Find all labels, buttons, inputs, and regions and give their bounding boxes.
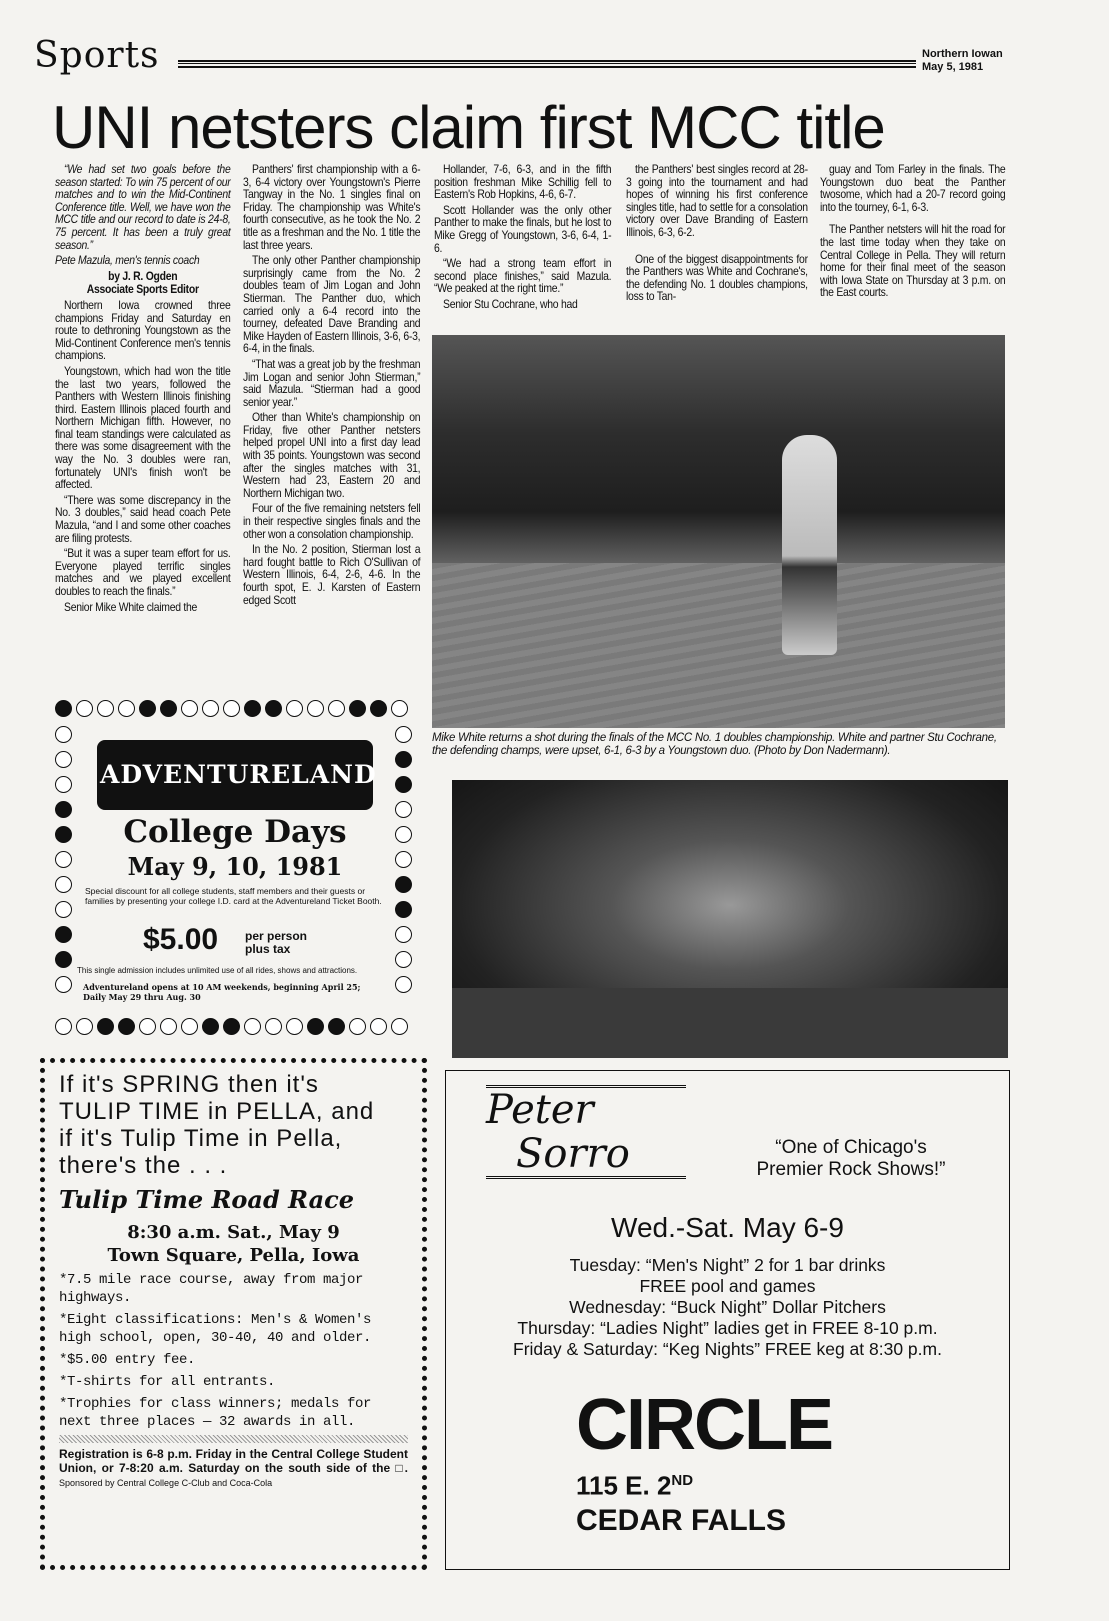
paragraph: “But it was a super team effort for us. Everyone played terrific singles matches and we played excellent doubles to reach the finals.” xyxy=(55,547,231,598)
article-column-1 xyxy=(55,164,231,617)
paragraph: The Panther netsters will hit the road for the last time today when they take on Central College in Pella. They will return home for their final meet of the season with Iowa State on Thursday at 3 p.m. on the East courts. xyxy=(820,223,1006,300)
quote-attribution: Pete Mazula, men's tennis coach xyxy=(55,254,200,268)
dot-ornament xyxy=(265,1018,282,1035)
dot-ornament xyxy=(139,700,156,717)
dot-border-right xyxy=(395,726,412,993)
paragraph: In the No. 2 position, Stierman lost a hard fought battle to Rich O'Sullivan of Western Illinois, 6-4, 2-6, 4-6. In the fourth spot, E. J. Karsten of Eastern edged Scott xyxy=(243,543,421,607)
special: FREE pool and games xyxy=(639,1276,816,1296)
dot-ornament xyxy=(76,1018,93,1035)
header-rule xyxy=(178,60,916,68)
dot-ornament xyxy=(202,1018,219,1035)
race-detail: *$5.00 entry fee. xyxy=(59,1352,196,1368)
ad-price: $5.00 xyxy=(143,923,219,956)
dot-ornament xyxy=(395,976,412,993)
dot-ornament xyxy=(223,1018,240,1035)
dot-ornament xyxy=(307,1018,324,1035)
race-detail: *Eight classifications: Men's & Women's high school, open, 30-40, 40 and older. xyxy=(59,1312,372,1346)
logo-line-1: Peter xyxy=(486,1087,594,1133)
dot-ornament xyxy=(55,726,72,743)
ad-price-note xyxy=(245,930,307,956)
dot-border-top xyxy=(55,700,408,717)
adventureland-logo: ADVENTURELAND xyxy=(97,740,373,810)
logo-line-2: Sorro xyxy=(516,1131,630,1177)
tennis-player xyxy=(782,435,837,655)
circle-bar-ad xyxy=(445,1070,1010,1570)
section-title: Sports xyxy=(34,35,160,76)
tennis-court xyxy=(432,563,1005,728)
byline: by J. R. Ogden xyxy=(108,269,178,283)
dot-ornament xyxy=(76,700,93,717)
dot-ornament xyxy=(286,1018,303,1035)
paper-name: Northern Iowan xyxy=(922,48,1003,60)
dot-ornament xyxy=(391,700,408,717)
dot-ornament xyxy=(55,951,72,968)
paragraph: Scott Hollander was the only other Panther to make the finals, but he lost to Mike Gregg of Youngstown, 3-6, 6-4, 1-6. xyxy=(434,203,612,255)
dot-ornament xyxy=(395,876,412,893)
ad-dates: May 9, 10, 1981 xyxy=(127,852,343,881)
paragraph: The only other Panther championship surprisingly came from the No. 2 doubles team of Jim Logan and John Stierman. The Panther duo, which carried only a 6-4 record into the tourney, defeated Dave Branding and Mike Hayden of Eastern Illinois, 3-6, 6-3, 6-4, in the finals. xyxy=(243,254,421,356)
article-column-2 xyxy=(243,164,420,610)
venue-address xyxy=(576,1465,693,1502)
dot-ornament xyxy=(349,1018,366,1035)
race-detail: *Trophies for class winners; medals for next three places — 32 awards in all. xyxy=(59,1396,372,1430)
dot-ornament xyxy=(55,776,72,793)
dot-ornament xyxy=(181,700,198,717)
dot-ornament xyxy=(395,951,412,968)
intro-line: TULIP TIME in PELLA, and xyxy=(59,1098,375,1125)
dot-ornament xyxy=(55,700,72,717)
registration-info: Registration is 6-8 p.m. Friday in the Central College Student Union, or 7-8:20 a.m. Saturday on the south side of the □. xyxy=(59,1447,408,1475)
divider xyxy=(59,1435,408,1443)
venue-city: CEDAR FALLS xyxy=(576,1504,786,1537)
price-note-1: per person xyxy=(245,929,308,943)
stage xyxy=(452,988,1008,1058)
tennis-photo xyxy=(432,335,1005,728)
ad-hours xyxy=(83,982,393,1002)
dot-border-left xyxy=(55,726,72,993)
dot-ornament xyxy=(395,851,412,868)
paragraph: Hollander, 7-6, 6-3, and in the fifth position freshman Mike Schillig fell to Eastern's Rob Hopkins, 4-6, 6-7. xyxy=(434,163,612,202)
dot-ornament xyxy=(55,751,72,768)
paragraph: Four of the five remaining netsters fell in their respective singles finals and the other won a consolation championship. xyxy=(243,502,421,541)
issue-date: May 5, 1981 xyxy=(922,61,984,73)
article-column-3 xyxy=(434,164,611,315)
race-title: Tulip Time Road Race xyxy=(59,1185,355,1214)
dot-ornament xyxy=(244,700,261,717)
dot-ornament xyxy=(139,1018,156,1035)
paragraph: “We had a strong team effort in second place finishes,” said Mazula. “We peaked at the right time.” xyxy=(434,257,612,296)
dot-ornament xyxy=(118,1018,135,1035)
byline-title: Associate Sports Editor xyxy=(86,283,199,297)
dot-ornament xyxy=(370,700,387,717)
dot-ornament xyxy=(55,1018,72,1035)
dot-ornament xyxy=(395,901,412,918)
article-column-5 xyxy=(820,164,1005,303)
race-detail: *7.5 mile race course, away from major highways. xyxy=(59,1272,364,1306)
address-number: 115 E. 2 xyxy=(576,1470,672,1501)
hours-2: Daily May 29 thru Aug. 30 xyxy=(83,992,201,1002)
dot-ornament xyxy=(328,700,345,717)
paragraph: the Panthers' best singles record at 28-3 going into the tournament and had hopes of winning his first conference singles title, had to settle for a consolation victory over Dave Branding of Eastern Illinois, 6-3, 6-2. xyxy=(626,163,808,239)
intro-line: there's the . . . xyxy=(59,1152,228,1179)
paragraph: Youngstown, which had won the title the last two years, followed the Panthers with Western Illinois finishing third. Eastern Illinois placed fourth and Northern Michigan fifth. However, no final team standings were calculated as there was some disagreement with the way the No. 3 doubles were ran, fortunately UNI's finish won't be affected. xyxy=(55,364,231,492)
dot-ornament xyxy=(160,1018,177,1035)
peter-sorro-logo xyxy=(486,1085,686,1179)
dot-border-bottom xyxy=(55,1018,408,1035)
dot-ornament xyxy=(395,926,412,943)
article-column-4 xyxy=(626,164,808,307)
dot-ornament xyxy=(55,876,72,893)
dot-ornament xyxy=(328,1018,345,1035)
price-note-2: plus tax xyxy=(245,942,291,956)
pull-quote: “We had set two goals before the season started: To win 75 percent of our matches and to win the Mid-Continent Conference title. Well, we have won the MCC title and our record to date is 24-8, 75 percent. It has been a truly great season.” xyxy=(55,163,231,252)
dot-ornament xyxy=(55,851,72,868)
headline: UNI netsters claim first MCC title xyxy=(52,94,885,161)
dot-ornament xyxy=(265,700,282,717)
dot-ornament xyxy=(55,976,72,993)
dot-ornament xyxy=(97,700,114,717)
dot-ornament xyxy=(55,901,72,918)
dot-ornament xyxy=(286,700,303,717)
intro-line: if it's Tulip Time in Pella, xyxy=(59,1125,343,1152)
race-detail: *T-shirts for all entrants. xyxy=(59,1374,276,1390)
paragraph: “That was a great job by the freshman Jim Logan and senior John Stierman,” said Mazula. “Stierman had a good senior year.” xyxy=(243,357,421,409)
paragraph: Other than White's championship on Friday, five other Panther netsters helped propel UNI into a first day lead with 35 points. Youngstown was second after the singles matches with 31, Western had 23, Eastern 20 and Northern Michigan two. xyxy=(243,411,421,500)
dot-ornament xyxy=(202,700,219,717)
tulip-time-ad xyxy=(40,1058,427,1570)
dot-ornament xyxy=(55,926,72,943)
paragraph: guay and Tom Farley in the finals. The Youngstown duo beat the Panther twosome, which had a 20-7 record going into the tourney, 6-1, 6-3. xyxy=(820,163,1006,214)
address-suffix: ND xyxy=(671,1472,694,1489)
masthead xyxy=(922,48,1003,74)
paragraph: “There was some discrepancy in the No. 3 doubles,” said head coach Pete Mazula, “and I and some other coaches are filing protests. xyxy=(55,493,231,545)
paragraph: Northern Iowa crowned three champions Friday and Saturday en route to dethroning Youngstown as the Mid-Continent Conference men's tennis champions. xyxy=(55,298,231,363)
race-time: 8:30 a.m. Sat., May 9 xyxy=(127,1222,340,1243)
special: Thursday: “Ladies Night” ladies get in FREE 8-10 p.m. xyxy=(517,1318,938,1338)
band-photo xyxy=(452,780,1008,1058)
tagline: “One of Chicago's Premier Rock Shows!” xyxy=(756,1137,946,1180)
dot-ornament xyxy=(395,776,412,793)
dot-ornament xyxy=(395,826,412,843)
dot-ornament xyxy=(391,1018,408,1035)
dot-ornament xyxy=(55,801,72,818)
dot-ornament xyxy=(395,726,412,743)
dot-ornament xyxy=(55,826,72,843)
dot-ornament xyxy=(223,700,240,717)
photo-caption: Mike White returns a shot during the finals of the MCC No. 1 doubles championship. White and partner Stu Cochrane, the defending champs, were upset, 6-1, 6-3 by a Youngstown duo. (Photo by Don Nadermann). xyxy=(432,732,997,757)
paragraph: Senior Mike White claimed the xyxy=(64,600,198,614)
special: Friday & Saturday: “Keg Nights” FREE keg at 8:30 p.m. xyxy=(513,1339,942,1359)
dot-ornament xyxy=(395,801,412,818)
race-place: Town Square, Pella, Iowa xyxy=(107,1245,360,1266)
ad-admission: This single admission includes unlimited use of all rides, shows and attractions. xyxy=(77,966,358,975)
nightly-specials xyxy=(446,1255,1009,1360)
dot-ornament xyxy=(395,751,412,768)
dot-ornament xyxy=(181,1018,198,1035)
paragraph: Senior Stu Cochrane, who had xyxy=(443,297,578,311)
ad-title: College Days xyxy=(123,814,347,850)
dot-ornament xyxy=(349,700,366,717)
ad-discount: Special discount for all college students, staff members and their guests or families by presenting your college I.D. card at the Adventureland Ticket Booth. xyxy=(85,886,382,906)
dot-ornament xyxy=(97,1018,114,1035)
intro-line: If it's SPRING then it's xyxy=(59,1071,319,1098)
hours-1: Adventureland opens at 10 AM weekends, beginning April 25; xyxy=(83,982,361,992)
paragraph: One of the biggest disappointments for the Panthers was White and Cochrane's, the defending No. 1 doubles champions, loss to Tan- xyxy=(626,252,808,304)
show-dates: Wed.-Sat. May 6-9 xyxy=(611,1212,844,1243)
adventureland-ad xyxy=(55,700,413,1037)
sponsor-info: Sponsored by Central College C-Club and Coca-Cola xyxy=(59,1478,273,1488)
venue-name: CIRCLE xyxy=(576,1385,832,1465)
dot-ornament xyxy=(118,700,135,717)
paragraph: Panthers' first championship with a 6-3, 6-4 victory over Youngstown's Pierre Tangway in the No. 1 singles final on Friday. The championship was White's fourth consecutive, as he took the No. 2 title as a freshman and the No. 1 title the last three years. xyxy=(243,163,421,252)
dot-ornament xyxy=(244,1018,261,1035)
dot-ornament xyxy=(307,700,324,717)
dot-ornament xyxy=(160,700,177,717)
special: Wednesday: “Buck Night” Dollar Pitchers xyxy=(569,1297,886,1317)
special: Tuesday: “Men's Night” 2 for 1 bar drinks xyxy=(569,1255,886,1275)
dot-ornament xyxy=(370,1018,387,1035)
